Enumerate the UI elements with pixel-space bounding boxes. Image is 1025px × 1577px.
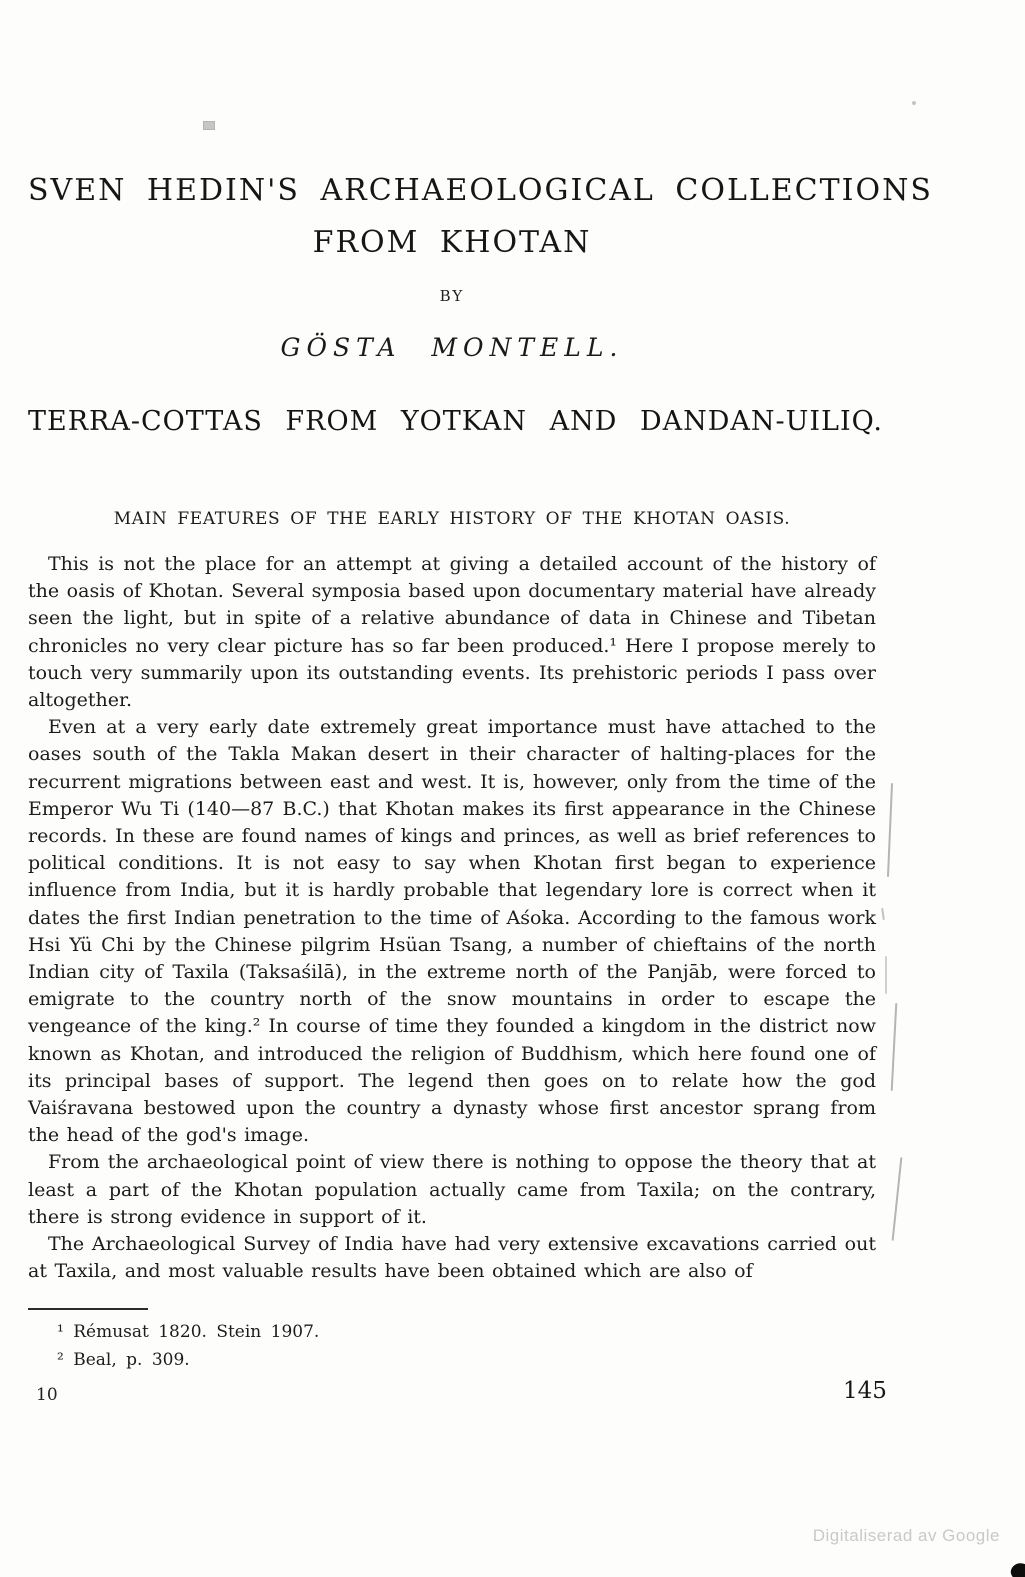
footnote-1: ¹ Rémusat 1820. Stein 1907. (57, 1322, 320, 1342)
scan-edge-artifact (887, 783, 893, 877)
paragraph-4: The Archaeological Survey of India have had very extensive excavations carried out at Taxila, and most valuable results have been obtained which are also of (28, 1233, 876, 1283)
article-title-line-1: SVEN HEDIN'S ARCHAEOLOGICAL COLLECTIONS (28, 173, 933, 208)
chapter-subtitle: TERRA-COTTAS FROM YOTKAN AND DANDAN-UILIQ. (28, 406, 883, 437)
page-content-column (28, 0, 933, 1285)
paragraph-3: From the archaeological point of view there is nothing to oppose the theory that at least a part of the Khotan population actually came from Taxila; on the contrary, there is strong evidence in support of it. (28, 1151, 876, 1228)
scan-edge-artifact (881, 908, 885, 920)
footnotes-block (28, 1308, 528, 1374)
page-number-left: 10 (36, 1385, 58, 1405)
footnote-separator-rule (28, 1308, 148, 1310)
page-number-right: 145 (843, 1378, 887, 1404)
body-text (28, 551, 876, 1285)
footnote-2: ² Beal, p. 309. (57, 1349, 190, 1370)
scan-edge-artifact (885, 956, 887, 994)
scan-speck-artifact (912, 101, 916, 105)
author-name: GÖSTA MONTELL. (280, 333, 624, 362)
paragraph-1: This is not the place for an attempt at giving a detailed account of the history of the oasis of Khotan. Several symposia based upon documentary material have already seen the light, but in spite of a relative abundance of data in Chinese and Tibetan chronicles no very clear picture has so far been produced.¹ Here I propose merely to touch very summarily upon its outstanding events. Its prehistoric periods I pass over altogether. (28, 553, 876, 712)
scan-corner-blob-artifact (1009, 1561, 1025, 1577)
section-heading: MAIN FEATURES OF THE EARLY HISTORY OF THE KHOTAN OASIS. (113, 509, 791, 529)
paragraph-2: Even at a very early date extremely great importance must have attached to the oases south of the Takla Makan desert in their character of halting-places for the recurrent migrations between east and west. It is, however, only from the time of the Emperor Wu Ti (140—87 B.C.) that Khotan makes its first appearance in the Chinese records. In these are found names of kings and princes, as well as brief references to political conditions. It is not easy to say when Khotan first began to experience influence from India, but it is hardly probable that legendary lore is correct when it dates the first Indian penetration to the time of Aśoka. According to the famous work Hsi Yü Chi by the Chinese pilgrim Hsüan Tsang, a number of chieftains of the north Indian city of Taxila (Taksaśilā), in the extreme north of the Panjāb, were forced to emigrate to the country north of the snow mountains in order to escape the vengeance of the king.² In course of time they founded a kingdom in the district now known as Khotan, and introduced the religion of Buddhism, which here found one of its principal bases of support. The legend then goes on to relate how the god Vaiśravana bestowed upon the country a dynasty whose first ancestor sprang from the head of the god's image. (28, 716, 876, 1147)
scan-edge-artifact (891, 1003, 898, 1091)
google-digitization-watermark: Digitaliserad av Google (812, 1526, 1000, 1545)
scan-edge-artifact (892, 1157, 903, 1241)
article-title-line-2: FROM KHOTAN (312, 225, 592, 260)
byline-label: BY (439, 287, 465, 305)
